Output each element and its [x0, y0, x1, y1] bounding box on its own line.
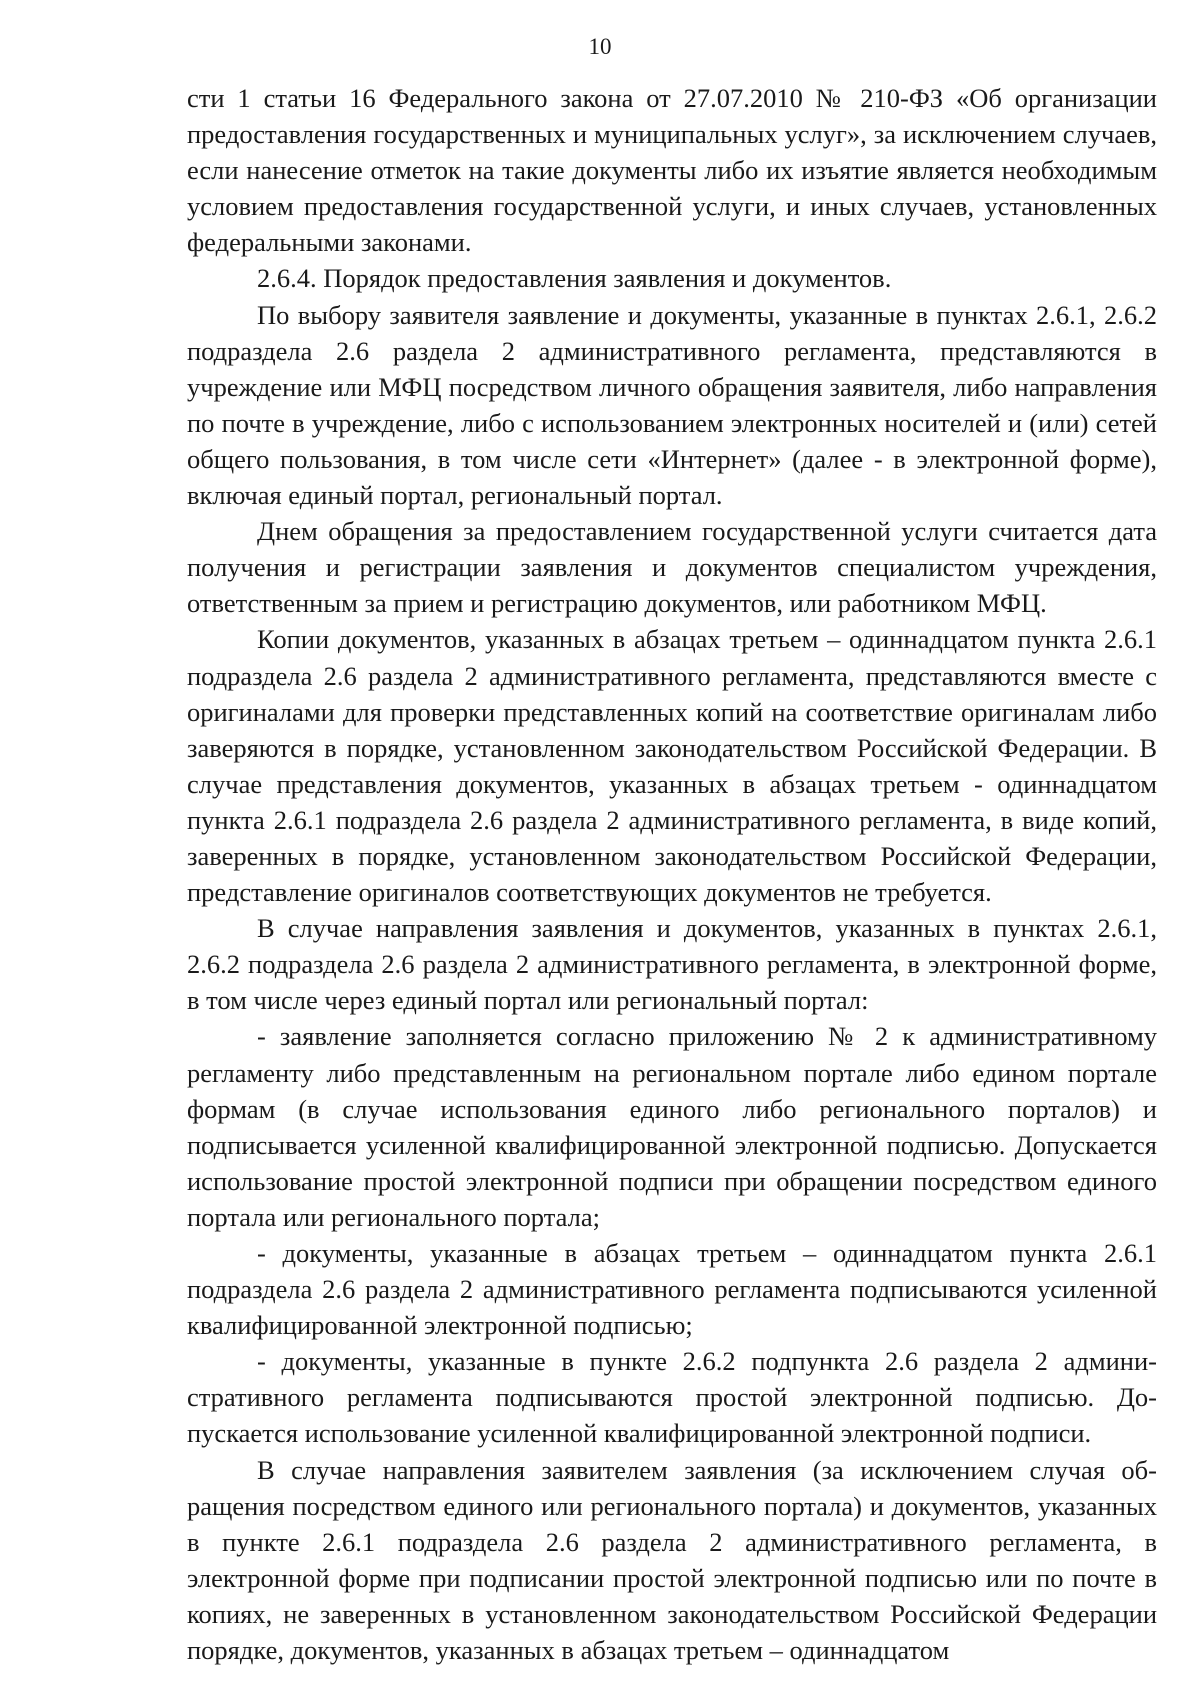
paragraph: сти 1 статьи 16 Федерального закона от 27.07.2010 № 210-ФЗ «Об организации предоставления государственных и муниципальных услуг», за исключением случаев, если нанесение отметок на такие документы либо их изъятие является необходимым условием предоставления государственной услуги, и иных случаев, установленных федеральными законами.: [187, 83, 1157, 258]
paragraph: Днем обращения за предоставлением государственной услуги считается дата получения и регистрации заявления и документов специалистом учреждения, ответственным за прием и регистрацию документов, или работником МФЦ.: [187, 516, 1157, 619]
list-item: - документы, указанные в абзацах третьем – одиннадцатом пункта 2.6.1 подраздела 2.6 раздела 2 административного регламента подписываются усиленной квалифицированной электронной подписью;: [187, 1238, 1157, 1341]
paragraph: В случае направления заявления и документов, указанных в пунктах 2.6.1, 2.6.2 подраздела 2.6 раздела 2 административного регламента, в электронной форме, в том числе через единый портал или региональный портал:: [187, 913, 1157, 1016]
list-item: - документы, указанные в пункте 2.6.2 подпункта 2.6 раздела 2 административного регламента подписываются простой электронной подписью. Допускается использование усиленной квалифицированной электронной подписи.: [187, 1346, 1157, 1449]
paragraph: Копии документов, указанных в абзацах третьем – одиннадцатом пункта 2.6.1 подраздела 2.6 раздела 2 административного регламента, представляются вместе с оригиналами для проверки представленных копий на соответствие оригиналам либо заверяются в порядке, установленном законодательством Российской Федерации. В случае представления документов, указанных в абзацах третьем - одиннадцатом пункта 2.6.1 подраздела 2.6 раздела 2 административного регламента, в виде копий, заверенных в порядке, установленном законодательством Российской Федерации, представление оригиналов соответствующих документов не требуется.: [187, 624, 1157, 908]
page-number: 10: [588, 34, 612, 59]
paragraph: В случае направления заявителем заявления (за исключением случая обращения посредством единого или регионального портала) и документов, указанных в пункте 2.6.1 подраздела 2.6 раздела 2 административного регламента, в электронной форме при подписании простой электронной подписью или по почте в копиях, не заверенных в установленном законодательством Российской Федерации порядке, документов, указанных в абзацах третьем – одиннадцатом: [187, 1454, 1157, 1666]
paragraph: По выбору заявителя заявление и документы, указанные в пунктах 2.6.1, 2.6.2 подраздела 2.6 раздела 2 административного регламента, представляются в учреждение или МФЦ посредством личного обращения заявителя, либо направления по почте в учреждение, либо с использованием электронных носителей и (или) сетей общего пользования, в том числе сети «Интернет» (далее - в электронной форме), включая единый портал, региональный портал.: [187, 299, 1157, 511]
section-heading: 2.6.4. Порядок предоставления заявления и документов.: [257, 263, 892, 294]
document-body: [187, 80, 1157, 1668]
list-item: - заявление заполняется согласно приложению № 2 к административному регламенту либо представленным на региональном портале либо едином портале формам (в случае использования единого либо регионального порталов) и подписывается усиленной квалифицированной электронной подписью. Допускается использование простой электронной подписи при обращении посредством единого портала или регионального портала;: [187, 1021, 1157, 1232]
